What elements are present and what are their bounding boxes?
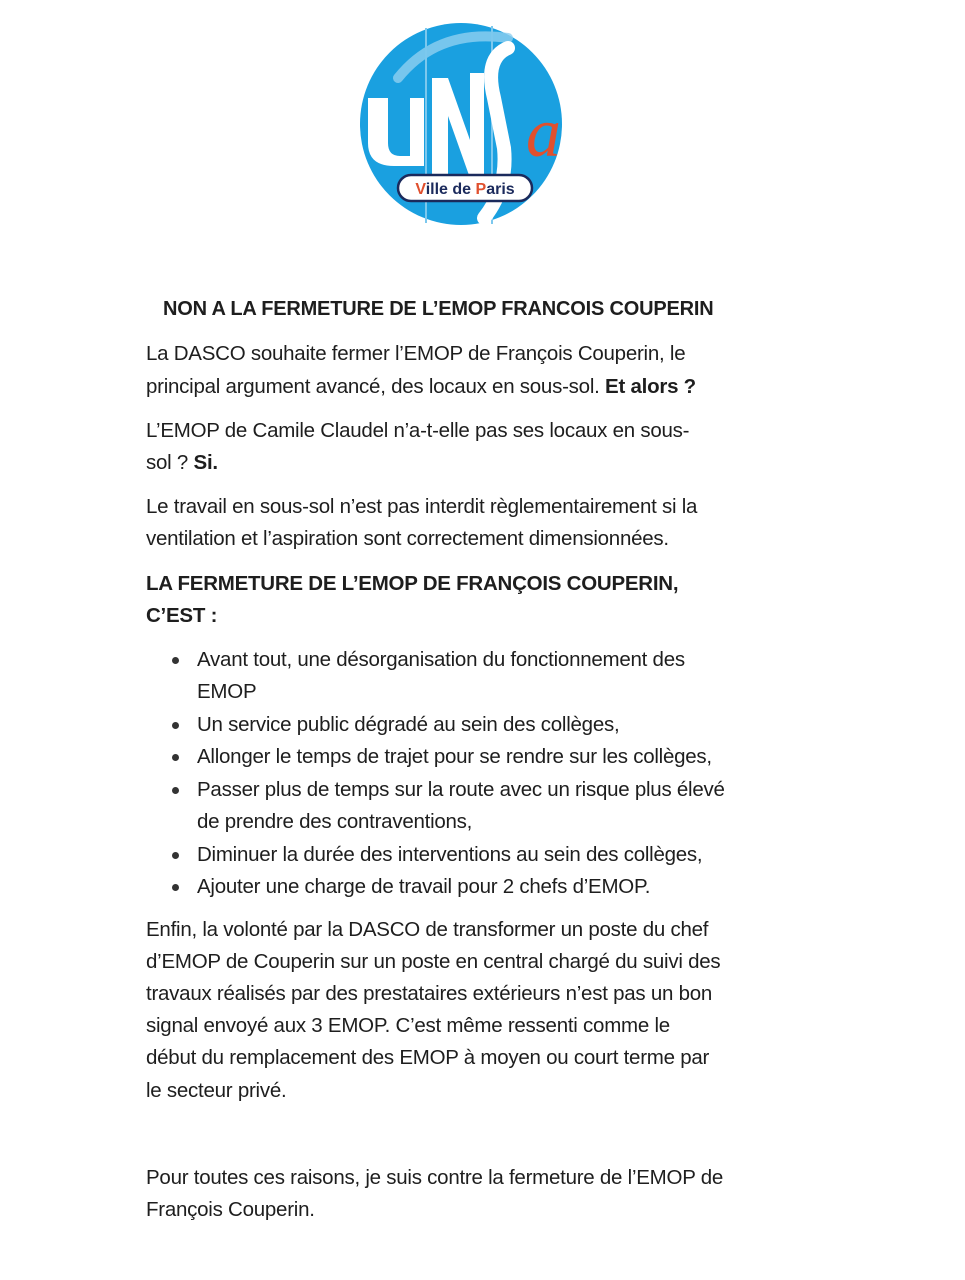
bullet-text: Ajouter une charge de travail pour 2 chefs d’EMOP.: [197, 875, 651, 898]
bullet-text: Passer plus de temps sur la route avec un risque plus élevé: [197, 778, 725, 801]
paragraph-1-line-1: La DASCO souhaite fermer l’EMOP de François Couperin, le: [146, 342, 686, 365]
logo-graphic: [358, 18, 578, 234]
paragraph-1-text: principal argument avancé, des locaux en sous-sol.: [146, 375, 600, 398]
paragraph-3-line-1: Le travail en sous-sol n’est pas interdit règlementairement si la: [146, 495, 698, 518]
paragraph-4-line: début du remplacement des EMOP à moyen ou court terme par: [146, 1046, 710, 1069]
bullet-icon: [172, 657, 179, 664]
bullet-text: EMOP: [197, 680, 257, 703]
conclusion-line: François Couperin.: [146, 1198, 315, 1221]
bullet-icon: [172, 852, 179, 859]
paragraph-1-emphasis: Et alors ?: [605, 375, 696, 398]
paragraph-4-line: travaux réalisés par des prestataires extérieurs n’est pas un bon: [146, 982, 713, 1005]
paragraph-4-line: le secteur privé.: [146, 1079, 287, 1102]
paragraph-4-line: Enfin, la volonté par la DASCO de transformer un poste du chef: [146, 918, 709, 941]
paragraph-2-text: sol ?: [146, 451, 189, 474]
logo-subtitle: Ville de Paris: [415, 181, 515, 198]
bullet-text: de prendre des contraventions,: [197, 810, 473, 833]
paragraph-2-line-1: L’EMOP de Camile Claudel n’a-t-elle pas ses locaux en sous-: [146, 419, 690, 442]
paragraph-1-line-2: [146, 374, 696, 400]
section-heading-line-2: C’EST :: [146, 604, 218, 627]
paragraph-3-line-2: ventilation et l’aspiration sont correctement dimensionnées.: [146, 527, 669, 550]
section-heading-line-1: LA FERMETURE DE L’EMOP DE FRANÇOIS COUPERIN,: [146, 572, 679, 595]
paragraph-2-line-2: [146, 450, 218, 476]
bullet-icon: [172, 754, 179, 761]
bullet-text: Diminuer la durée des interventions au sein des collèges,: [197, 843, 703, 866]
bullet-icon: [172, 722, 179, 729]
paragraph-4-line: signal envoyé aux 3 EMOP. C’est même ressenti comme le: [146, 1014, 670, 1037]
bullet-text: Un service public dégradé au sein des collèges,: [197, 713, 620, 736]
bullet-text: Avant tout, une désorganisation du fonctionnement des: [197, 648, 685, 671]
logo-letter-a: a: [526, 95, 561, 172]
document-title: NON A LA FERMETURE DE L’EMOP FRANCOIS COUPERIN: [163, 298, 714, 320]
bullet-icon: [172, 787, 179, 794]
conclusion-line: Pour toutes ces raisons, je suis contre la fermeture de l’EMOP de: [146, 1166, 724, 1189]
bullet-icon: [172, 884, 179, 891]
paragraph-2-emphasis: Si.: [193, 451, 218, 474]
bullet-text: Allonger le temps de trajet pour se rendre sur les collèges,: [197, 745, 712, 768]
unsa-ville-de-paris-logo: [358, 18, 578, 234]
paragraph-4-line: d’EMOP de Couperin sur un poste en central chargé du suivi des: [146, 950, 721, 973]
